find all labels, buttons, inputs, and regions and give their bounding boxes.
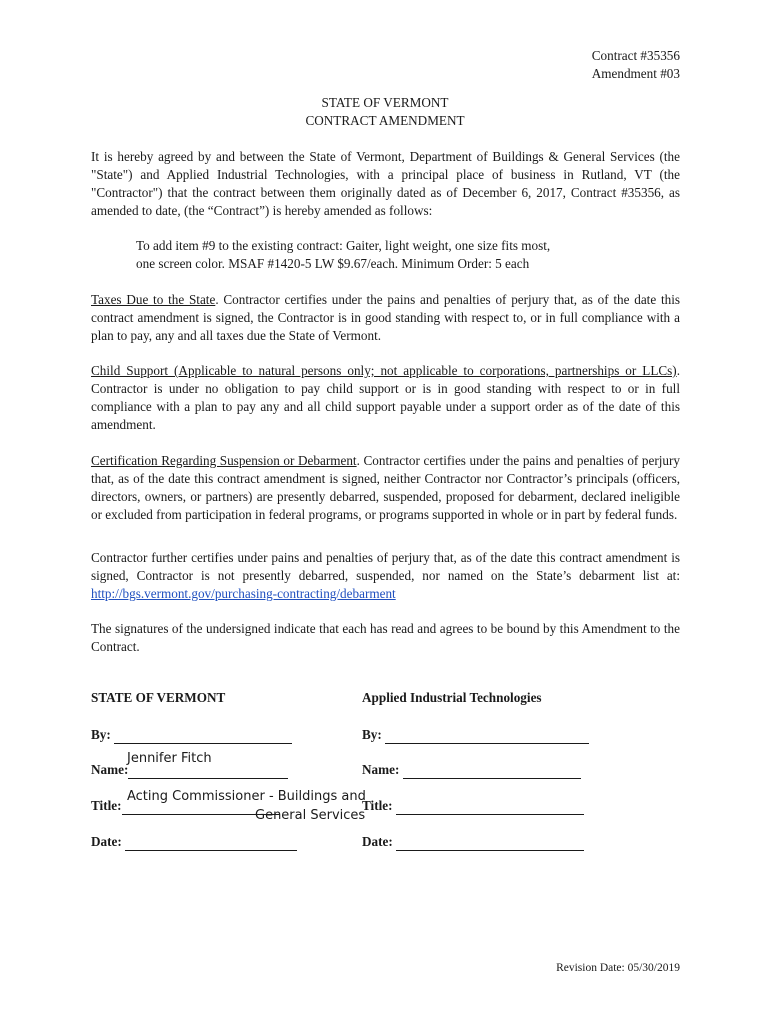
contractor-date-row: [362, 834, 584, 851]
contractor-by-label: By:: [362, 727, 382, 742]
state-name-label: Name:: [91, 762, 129, 777]
state-name-row: [91, 762, 288, 779]
state-date-line[interactable]: [125, 834, 297, 851]
contractor-by-line[interactable]: [385, 727, 589, 744]
contractor-title-row: [362, 798, 584, 815]
amendment-item: [136, 237, 680, 273]
contract-number: Contract #35356: [591, 48, 680, 63]
contractor-title-label: Title:: [362, 798, 393, 813]
state-title-row: [91, 798, 280, 815]
further-certification-paragraph: [91, 549, 680, 603]
state-title-value-line-1: Acting Commissioner - Buildings and: [127, 789, 366, 804]
intro-paragraph: It is hereby agreed by and between the State of Vermont, Department of Buildings & General Services (the "State") and Applied Industrial Technologies, with a principal place of business in Rutland, VT (the "Contractor") that the contract between them originally dated as of December 6, 2017, Contract #35356, as amended to date, (the “Contract”) is hereby amended as follows:: [91, 149, 680, 218]
child-support-text: . Contractor is under no obligation to pay child support or is in good standing with respect to or in full compliance with a plan to pay any and all child support payable under a support order as of the date of this amendment.: [91, 363, 680, 432]
contractor-name-row: [362, 762, 581, 779]
contractor-date-line[interactable]: [396, 834, 584, 851]
state-title-value-line-2: General Services: [255, 808, 366, 823]
state-title-label: Title:: [91, 798, 122, 813]
contractor-name-label: Name:: [362, 762, 400, 777]
state-party-heading: STATE OF VERMONT: [91, 690, 226, 705]
state-date-label: Date:: [91, 834, 122, 849]
amendment-item-line-2: one screen color. MSAF #1420-5 LW $9.67/each. Minimum Order: 5 each: [136, 256, 530, 271]
document-title: [0, 94, 770, 130]
title-line-2: CONTRACT AMENDMENT: [305, 113, 465, 128]
state-date-row: [91, 834, 297, 851]
certification-text: . Contractor certifies under the pains and penalties of perjury that, as of the date this contract amendment is signed, neither Contractor nor Contractor’s principals (officers, directors, owners, or partners) are presently debarred, suspended, proposed for debarment, declared ineligible or excluded from participation in federal programs, or programs supported in whole or in part by federal funds.: [91, 453, 680, 522]
amendment-number: Amendment #03: [591, 66, 680, 81]
contractor-by-row: [362, 727, 589, 744]
certification-paragraph: [91, 452, 680, 524]
state-name-value: Jennifer Fitch: [127, 751, 212, 766]
contractor-name-line[interactable]: [403, 762, 581, 779]
revision-date: Revision Date: 05/30/2019: [556, 962, 680, 974]
taxes-text: . Contractor certifies under the pains and penalties of perjury that, as of the date this contract amendment is signed, the Contractor is in good standing with respect to, or in full compliance with a plan to pay, any and all taxes due the State of Vermont.: [91, 292, 681, 343]
title-line-1: STATE OF VERMONT: [321, 95, 449, 110]
child-support-paragraph: [91, 362, 680, 434]
state-by-row: [91, 727, 292, 744]
contract-header: [592, 47, 680, 83]
contractor-party-heading: Applied Industrial Technologies: [362, 690, 542, 705]
taxes-heading: Taxes Due to the State: [91, 292, 216, 307]
state-by-label: By:: [91, 727, 111, 742]
debarment-list-link[interactable]: http://bgs.vermont.gov/purchasing-contracting/debarment: [91, 586, 396, 601]
contractor-date-label: Date:: [362, 834, 393, 849]
state-name-line[interactable]: [128, 762, 288, 779]
certification-heading: Certification Regarding Suspension or Debarment: [91, 453, 357, 468]
further-text: Contractor further certifies under pains and penalties of perjury that, as of the date this contract amendment is signed, Contractor is not presently debarred, suspended, nor named on the State’s debarment list at:: [91, 550, 680, 583]
taxes-paragraph: [91, 291, 680, 345]
contractor-title-line[interactable]: [396, 798, 584, 815]
state-by-line[interactable]: [114, 727, 292, 744]
amendment-item-line-1: To add item #9 to the existing contract: Gaiter, light weight, one size fits most,: [136, 238, 551, 253]
signatures-intro: The signatures of the undersigned indicate that each has read and agrees to be bound by this Amendment to the Contract.: [91, 621, 680, 654]
child-support-heading: Child Support (Applicable to natural persons only; not applicable to corporations, partnerships or LLCs): [91, 363, 677, 378]
